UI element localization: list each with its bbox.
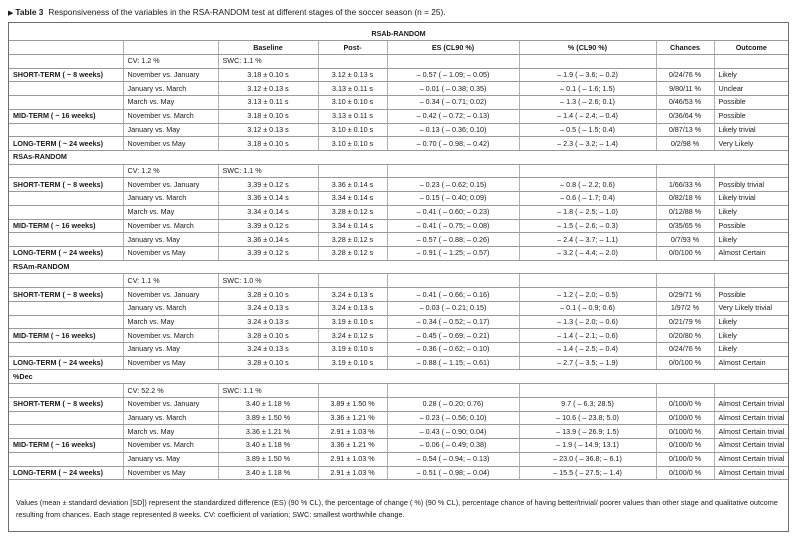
post-cell: 3.89 ± 1.50 % <box>318 397 387 411</box>
table-row <box>9 68 788 82</box>
pct-cell: – 1.9 ( – 3.6; – 0.2) <box>519 68 656 82</box>
table-row <box>9 233 788 247</box>
chances-cell: 0/35/65 % <box>656 219 714 233</box>
es-cell: – 0.34 ( – 0.71; 0.02) <box>387 96 519 110</box>
table-row <box>9 123 788 137</box>
outcome-cell: Likely trivial <box>714 123 788 137</box>
pct-cell: – 0.1 ( – 0.9; 0.6) <box>519 301 656 315</box>
period-cell: January vs. March <box>123 192 218 206</box>
swc-cell: SWC: 1.0 % <box>218 274 318 288</box>
pct-cell: 9.7 ( – 6.3; 28.5) <box>519 397 656 411</box>
column-header <box>123 41 218 55</box>
post-cell: 3.19 ± 0.10 s <box>318 356 387 370</box>
post-cell: 3.36 ± 1.21 % <box>318 439 387 453</box>
stage-cell: MID-TERM ( ~ 16 weeks) <box>9 109 123 123</box>
empty-cell <box>519 164 656 178</box>
outcome-cell: Likely <box>714 205 788 219</box>
stage-cell <box>9 301 123 315</box>
empty-cell <box>387 384 519 398</box>
stage-cell <box>9 411 123 425</box>
chances-cell: 0/7/93 % <box>656 233 714 247</box>
post-cell: 3.19 ± 0.10 s <box>318 315 387 329</box>
empty-cell <box>387 54 519 68</box>
outcome-cell: Possible <box>714 288 788 302</box>
empty-cell <box>656 164 714 178</box>
baseline-cell: 3.89 ± 1.50 % <box>218 411 318 425</box>
chances-cell: 0/100/0 % <box>656 411 714 425</box>
period-cell: November vs. March <box>123 219 218 233</box>
stage-cell: SHORT-TERM ( ~ 8 weeks) <box>9 288 123 302</box>
es-cell: – 0.51 ( – 0.98; – 0.04) <box>387 466 519 480</box>
column-header-row <box>9 41 788 55</box>
pct-cell: – 13.9 ( – 26.9; 1.5) <box>519 425 656 439</box>
outcome-cell: Likely <box>714 233 788 247</box>
outcome-cell: Almost Certain trivial <box>714 439 788 453</box>
post-cell: 3.24 ± 0.13 s <box>318 301 387 315</box>
chances-cell: 0/29/71 % <box>656 288 714 302</box>
period-cell: November vs May <box>123 247 218 261</box>
es-cell: – 0.41 ( – 0.75; – 0.08) <box>387 219 519 233</box>
pct-cell: – 0.5 ( – 1.5; 0.4) <box>519 123 656 137</box>
baseline-cell: 3.24 ± 0.13 s <box>218 301 318 315</box>
baseline-cell: 3.13 ± 0.11 s <box>218 96 318 110</box>
section-title: RSAs-RANDOM <box>9 150 788 164</box>
post-cell: 3.19 ± 0.10 s <box>318 343 387 357</box>
table-row <box>9 343 788 357</box>
section-title-row <box>9 260 788 274</box>
es-cell: – 0.88 ( – 1.15; – 0.61) <box>387 356 519 370</box>
period-cell: November vs. March <box>123 329 218 343</box>
pct-cell: – 0.8 ( – 2.2; 0.6) <box>519 178 656 192</box>
stage-cell: SHORT-TERM ( ~ 8 weeks) <box>9 178 123 192</box>
period-cell: January vs. May <box>123 343 218 357</box>
table-row <box>9 356 788 370</box>
pct-cell: – 23.0 ( – 36.8; – 6.1) <box>519 452 656 466</box>
empty-cell <box>656 384 714 398</box>
post-cell: 3.28 ± 0.12 s <box>318 247 387 261</box>
baseline-cell: 3.89 ± 1.50 % <box>218 452 318 466</box>
outcome-cell: Almost Certain trivial <box>714 411 788 425</box>
empty-cell <box>318 164 387 178</box>
outcome-cell: Very Likely <box>714 137 788 151</box>
swc-cell: SWC: 1.1 % <box>218 54 318 68</box>
pct-cell: – 1.8 ( – 2.5; – 1.0) <box>519 205 656 219</box>
chances-cell: 0/0/100 % <box>656 356 714 370</box>
stage-cell: MID-TERM ( ~ 16 weeks) <box>9 329 123 343</box>
pct-cell: – 0.1 ( – 1.6; 1.5) <box>519 82 656 96</box>
empty-cell <box>714 274 788 288</box>
es-cell: – 0.03 ( – 0.21; 0.15) <box>387 301 519 315</box>
es-cell: – 0.23 ( – 0.56; 0.10) <box>387 411 519 425</box>
post-cell: 3.34 ± 0.14 s <box>318 192 387 206</box>
baseline-cell: 3.28 ± 0.10 s <box>218 329 318 343</box>
table-row <box>9 96 788 110</box>
outcome-cell: Almost Certain <box>714 356 788 370</box>
post-cell: 3.24 ± 0.12 s <box>318 329 387 343</box>
chances-cell: 0/36/64 % <box>656 109 714 123</box>
post-cell: 3.10 ± 0.10 s <box>318 123 387 137</box>
post-cell: 2.91 ± 1.03 % <box>318 452 387 466</box>
outcome-cell: Unclear <box>714 82 788 96</box>
period-cell: January vs. May <box>123 452 218 466</box>
table-row <box>9 247 788 261</box>
table-row <box>9 82 788 96</box>
column-header: ES (CL90 %) <box>387 41 519 55</box>
outcome-cell: Almost Certain trivial <box>714 452 788 466</box>
es-cell: – 0.45 ( – 0.69; – 0.21) <box>387 329 519 343</box>
es-cell: – 0.43 ( – 0.90; 0.04) <box>387 425 519 439</box>
stage-cell: MID-TERM ( ~ 16 weeks) <box>9 219 123 233</box>
post-cell: 3.28 ± 0.12 s <box>318 233 387 247</box>
swc-cell: SWC: 1.1 % <box>218 384 318 398</box>
section-title: RSAm-RANDOM <box>9 260 788 274</box>
baseline-cell: 3.12 ± 0.13 s <box>218 82 318 96</box>
table-row <box>9 109 788 123</box>
es-cell: 0.28 ( – 0.20; 0.76) <box>387 397 519 411</box>
period-cell: January vs. March <box>123 82 218 96</box>
pct-cell: – 0.6 ( – 1.7; 0.4) <box>519 192 656 206</box>
pct-cell: – 10.6 ( – 23.8; 5.0) <box>519 411 656 425</box>
outcome-cell: Almost Certain trivial <box>714 466 788 480</box>
chances-cell: 0/100/0 % <box>656 397 714 411</box>
baseline-cell: 3.39 ± 0.12 s <box>218 247 318 261</box>
cv-swc-row <box>9 164 788 178</box>
es-cell: – 0.42 ( – 0.72; – 0.13) <box>387 109 519 123</box>
column-header: Outcome <box>714 41 788 55</box>
chances-cell: 1/97/2 % <box>656 301 714 315</box>
period-cell: November vs. January <box>123 288 218 302</box>
es-cell: – 0.41 ( – 0.60; – 0.23) <box>387 205 519 219</box>
cv-cell: CV: 1.2 % <box>123 164 218 178</box>
cv-cell: CV: 1.1 % <box>123 274 218 288</box>
pct-cell: – 1.9 ( – 14.9; 13.1) <box>519 439 656 453</box>
outcome-cell: Likely <box>714 315 788 329</box>
chances-cell: 0/12/88 % <box>656 205 714 219</box>
table-row <box>9 452 788 466</box>
stage-cell: LONG-TERM ( ~ 24 weeks) <box>9 247 123 261</box>
stage-cell <box>9 343 123 357</box>
pct-cell: – 2.7 ( – 3.5; – 1.9) <box>519 356 656 370</box>
period-cell: November vs. March <box>123 439 218 453</box>
baseline-cell: 3.40 ± 1.18 % <box>218 466 318 480</box>
baseline-cell: 3.40 ± 1.18 % <box>218 397 318 411</box>
es-cell: – 0.54 ( – 0.94; – 0.13) <box>387 452 519 466</box>
stage-cell: MID-TERM ( ~ 16 weeks) <box>9 439 123 453</box>
baseline-cell: 3.36 ± 0.14 s <box>218 233 318 247</box>
outcome-cell: Likely trivial <box>714 192 788 206</box>
cv-swc-row <box>9 54 788 68</box>
es-cell: – 0.41 ( – 0.66; – 0.16) <box>387 288 519 302</box>
es-cell: – 0.91 ( – 1.25; – 0.57) <box>387 247 519 261</box>
pct-cell: – 1.4 ( – 2.5; – 0.4) <box>519 343 656 357</box>
baseline-cell: 3.28 ± 0.10 s <box>218 356 318 370</box>
table-row <box>9 192 788 206</box>
chances-cell: 0/2/98 % <box>656 137 714 151</box>
pct-cell: – 1.4 ( – 2.4; – 0.4) <box>519 109 656 123</box>
empty-cell <box>318 274 387 288</box>
section-title: RSAb-RANDOM <box>9 27 788 41</box>
stage-cell <box>9 82 123 96</box>
outcome-cell: Possible <box>714 109 788 123</box>
outcome-cell: Possibly trivial <box>714 178 788 192</box>
outcome-cell: Likely <box>714 329 788 343</box>
table-row <box>9 425 788 439</box>
post-cell: 3.36 ± 1.21 % <box>318 411 387 425</box>
period-cell: November vs May <box>123 466 218 480</box>
es-cell: – 0.23 ( – 0.62; 0.15) <box>387 178 519 192</box>
table-row <box>9 288 788 302</box>
outcome-cell: Possible <box>714 219 788 233</box>
table-row <box>9 205 788 219</box>
results-table <box>9 27 788 480</box>
baseline-cell: 3.24 ± 0.13 s <box>218 315 318 329</box>
table-row <box>9 411 788 425</box>
period-cell: January vs. March <box>123 301 218 315</box>
pct-cell: – 1.4 ( – 2.1; – 0.6) <box>519 329 656 343</box>
chances-cell: 0/82/18 % <box>656 192 714 206</box>
table-footnote: Values (mean ± standard deviation [SD]) represent the standardized difference (ES) (90 % CL), the percentage of change ( %) (90 % CL), percentage chance of having better/trivial/ poorer values than other stage and qualitative outcome resulting from chances. Each stage represented 8 weeks. CV: coefficient of variation; SWC: smallest worthwhile change. <box>16 498 778 519</box>
stage-cell <box>9 315 123 329</box>
stage-cell <box>9 123 123 137</box>
baseline-cell: 3.36 ± 1.21 % <box>218 425 318 439</box>
empty-cell <box>656 274 714 288</box>
outcome-cell: Likely <box>714 343 788 357</box>
period-cell: March vs. May <box>123 425 218 439</box>
period-cell: January vs. May <box>123 123 218 137</box>
table-row <box>9 301 788 315</box>
baseline-cell: 3.18 ± 0.10 s <box>218 137 318 151</box>
pct-cell: – 2.3 ( – 3.2; – 1.4) <box>519 137 656 151</box>
table-row <box>9 178 788 192</box>
period-cell: November vs. March <box>123 109 218 123</box>
chances-cell: 0/24/76 % <box>656 343 714 357</box>
es-cell: – 0.01 ( – 0.38; 0.35) <box>387 82 519 96</box>
period-cell: November vs. January <box>123 397 218 411</box>
column-header: Chances <box>656 41 714 55</box>
empty-cell <box>519 384 656 398</box>
cv-cell: CV: 52.2 % <box>123 384 218 398</box>
empty-cell <box>656 54 714 68</box>
outcome-cell: Very Likely trivial <box>714 301 788 315</box>
es-cell: – 0.70 ( – 0.98; – 0.42) <box>387 137 519 151</box>
post-cell: 3.12 ± 0.13 s <box>318 68 387 82</box>
stage-cell: LONG-TERM ( ~ 24 weeks) <box>9 466 123 480</box>
chances-cell: 0/100/0 % <box>656 439 714 453</box>
cv-swc-row <box>9 274 788 288</box>
chances-cell: 0/21/79 % <box>656 315 714 329</box>
stage-cell <box>9 96 123 110</box>
es-cell: – 0.06 ( – 0.49; 0.38) <box>387 439 519 453</box>
es-cell: – 0.34 ( – 0.52; – 0.17) <box>387 315 519 329</box>
empty-cell <box>318 384 387 398</box>
empty-cell <box>9 164 123 178</box>
stage-cell <box>9 192 123 206</box>
cv-cell: CV: 1.2 % <box>123 54 218 68</box>
triangle-marker-icon: ▶ <box>8 10 14 17</box>
table-label: Table 3 <box>15 7 44 17</box>
chances-cell: 0/87/13 % <box>656 123 714 137</box>
es-cell: – 0.57 ( – 1.09; – 0.05) <box>387 68 519 82</box>
chances-cell: 1/66/33 % <box>656 178 714 192</box>
empty-cell <box>9 274 123 288</box>
column-header: Baseline <box>218 41 318 55</box>
pct-cell: – 1.5 ( – 2.6; – 0.3) <box>519 219 656 233</box>
post-cell: 3.13 ± 0.11 s <box>318 109 387 123</box>
empty-cell <box>714 384 788 398</box>
period-cell: November vs. January <box>123 178 218 192</box>
empty-cell <box>519 54 656 68</box>
chances-cell: 0/100/0 % <box>656 452 714 466</box>
empty-cell <box>714 164 788 178</box>
chances-cell: 0/24/76 % <box>656 68 714 82</box>
chances-cell: 0/0/100 % <box>656 247 714 261</box>
es-cell: – 0.57 ( – 0.88; – 0.26) <box>387 233 519 247</box>
empty-cell <box>318 54 387 68</box>
column-header: % (CL90 %) <box>519 41 656 55</box>
stage-cell: SHORT-TERM ( ~ 8 weeks) <box>9 397 123 411</box>
baseline-cell: 3.40 ± 1.18 % <box>218 439 318 453</box>
column-header <box>9 41 123 55</box>
stage-cell: LONG-TERM ( ~ 24 weeks) <box>9 137 123 151</box>
period-cell: November vs May <box>123 356 218 370</box>
section-title-row <box>9 27 788 41</box>
post-cell: 2.91 ± 1.03 % <box>318 425 387 439</box>
empty-cell <box>387 164 519 178</box>
stage-cell: LONG-TERM ( ~ 24 weeks) <box>9 356 123 370</box>
table-row <box>9 466 788 480</box>
post-cell: 2.91 ± 1.03 % <box>318 466 387 480</box>
section-title-row <box>9 150 788 164</box>
es-cell: – 0.36 ( – 0.62; – 0.10) <box>387 343 519 357</box>
section-title-row <box>9 370 788 384</box>
empty-cell <box>9 384 123 398</box>
post-cell: 3.34 ± 0.14 s <box>318 219 387 233</box>
post-cell: 3.10 ± 0.10 s <box>318 137 387 151</box>
period-cell: January vs. March <box>123 411 218 425</box>
outcome-cell: Almost Certain <box>714 247 788 261</box>
table-row <box>9 397 788 411</box>
baseline-cell: 3.18 ± 0.10 s <box>218 109 318 123</box>
table-caption-text: Responsiveness of the variables in the RSA-RANDOM test at different stages of the soccer season (n = 25). <box>48 7 446 17</box>
baseline-cell: 3.34 ± 0.14 s <box>218 205 318 219</box>
es-cell: – 0.15 ( – 0.40; 0.09) <box>387 192 519 206</box>
stage-cell: SHORT-TERM ( ~ 8 weeks) <box>9 68 123 82</box>
empty-cell <box>9 54 123 68</box>
section-title: %Dec <box>9 370 788 384</box>
baseline-cell: 3.12 ± 0.13 s <box>218 123 318 137</box>
baseline-cell: 3.28 ± 0.10 s <box>218 288 318 302</box>
chances-cell: 0/100/0 % <box>656 425 714 439</box>
table-caption <box>8 7 788 17</box>
table-row <box>9 137 788 151</box>
empty-cell <box>519 274 656 288</box>
table-row <box>9 329 788 343</box>
chances-cell: 0/20/80 % <box>656 329 714 343</box>
period-cell: November vs May <box>123 137 218 151</box>
stage-cell <box>9 233 123 247</box>
es-cell: – 0.13 ( – 0.36; 0.10) <box>387 123 519 137</box>
table-row <box>9 219 788 233</box>
pct-cell: – 2.4 ( – 3.7; – 1.1) <box>519 233 656 247</box>
stage-cell <box>9 452 123 466</box>
period-cell: November vs. January <box>123 68 218 82</box>
chances-cell: 9/80/11 % <box>656 82 714 96</box>
outcome-cell: Possible <box>714 96 788 110</box>
outcome-cell: Almost Certain trivial <box>714 425 788 439</box>
baseline-cell: 3.39 ± 0.12 s <box>218 178 318 192</box>
post-cell: 3.13 ± 0.11 s <box>318 82 387 96</box>
post-cell: 3.10 ± 0.10 s <box>318 96 387 110</box>
chances-cell: 0/46/53 % <box>656 96 714 110</box>
pct-cell: – 1.3 ( – 2.6; 0.1) <box>519 96 656 110</box>
period-cell: January vs. May <box>123 233 218 247</box>
stage-cell <box>9 425 123 439</box>
pct-cell: – 3.2 ( – 4.4; – 2.0) <box>519 247 656 261</box>
period-cell: March vs. May <box>123 96 218 110</box>
baseline-cell: 3.36 ± 0.14 s <box>218 192 318 206</box>
pct-cell: – 15.5 ( – 27.5; – 1.4) <box>519 466 656 480</box>
post-cell: 3.36 ± 0.14 s <box>318 178 387 192</box>
baseline-cell: 3.18 ± 0.10 s <box>218 68 318 82</box>
stage-cell <box>9 205 123 219</box>
post-cell: 3.28 ± 0.12 s <box>318 205 387 219</box>
empty-cell <box>387 274 519 288</box>
pct-cell: – 1.2 ( – 2.0; – 0.5) <box>519 288 656 302</box>
baseline-cell: 3.24 ± 0.13 s <box>218 343 318 357</box>
outcome-cell: Likely <box>714 68 788 82</box>
empty-cell <box>714 54 788 68</box>
pct-cell: – 1.3 ( – 2.0; – 0.6) <box>519 315 656 329</box>
swc-cell: SWC: 1.1 % <box>218 164 318 178</box>
period-cell: March vs. May <box>123 205 218 219</box>
table-row <box>9 439 788 453</box>
column-header: Post- <box>318 41 387 55</box>
outcome-cell: Almost Certain trivial <box>714 397 788 411</box>
cv-swc-row <box>9 384 788 398</box>
period-cell: March vs. May <box>123 315 218 329</box>
baseline-cell: 3.39 ± 0.12 s <box>218 219 318 233</box>
table-row <box>9 315 788 329</box>
chances-cell: 0/100/0 % <box>656 466 714 480</box>
post-cell: 3.24 ± 0.13 s <box>318 288 387 302</box>
